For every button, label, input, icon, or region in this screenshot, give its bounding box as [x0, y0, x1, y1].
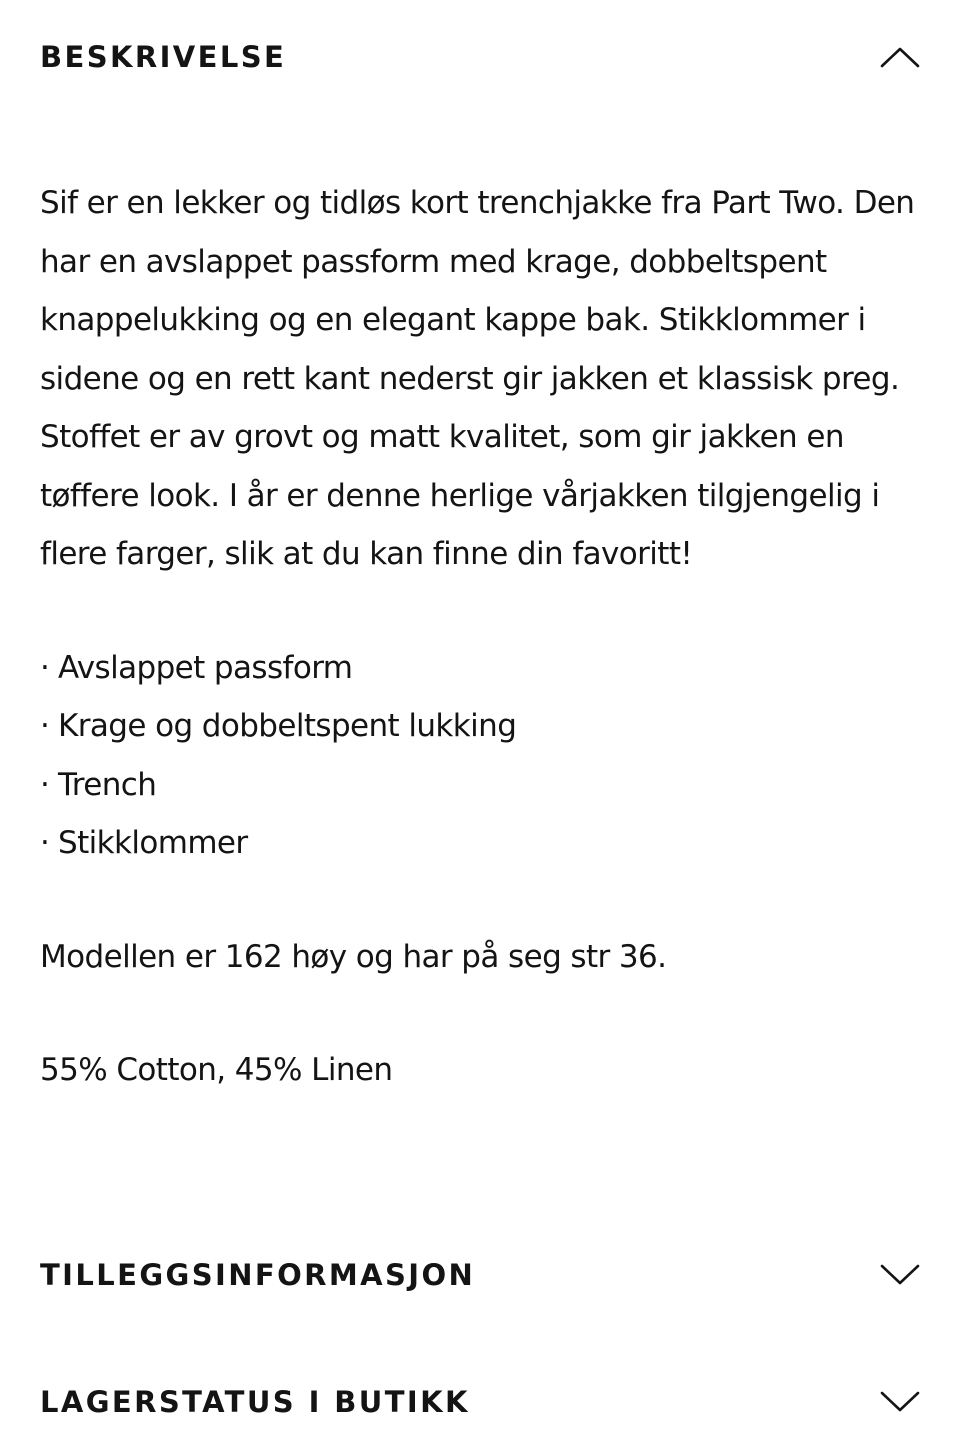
feature-label: Stikklommer — [58, 825, 248, 861]
feature-item — [40, 814, 920, 873]
bullet-icon: · — [40, 649, 50, 686]
accordion-header-description[interactable] — [40, 27, 920, 87]
model-info: Modellen er 162 høy og har på seg str 36. — [40, 938, 667, 975]
accordion-title-additional-info: TILLEGGSINFORMASJON — [40, 1258, 476, 1292]
feature-item — [40, 697, 920, 756]
material-info: 55% Cotton, 45% Linen — [40, 1052, 393, 1088]
bullet-icon: · — [40, 825, 50, 861]
chevron-down-icon[interactable] — [880, 1263, 920, 1287]
accordion-header-store-stock[interactable] — [40, 1372, 920, 1432]
chevron-up-icon[interactable] — [880, 45, 920, 69]
chevron-down-icon[interactable] — [880, 1390, 920, 1414]
bullet-icon: · — [40, 766, 50, 803]
spacer — [40, 873, 920, 928]
feature-list — [40, 639, 920, 873]
feature-label: Krage og dobbeltspent lukking — [58, 708, 517, 744]
feature-label: Avslappet passform — [58, 649, 353, 686]
description-content — [40, 174, 920, 1100]
accordion-header-additional-info[interactable] — [40, 1245, 920, 1305]
description-paragraph: Sif er en lekker og tidløs kort trenchjakke fra Part Two. Den har en avslappet passform med krage, dobbeltspent knappelukking og en elegant kappe bak. Stikklommer i sidene og en rett kant nederst gir jakken et klassisk preg. Stoffet er av grovt og matt kvalitet, som gir jakken en tøffere look. I år er denne herlige vårjakken tilgjengelig i flere farger, slik at du kan finne din favoritt! — [40, 185, 915, 572]
accordion-title-store-stock: LAGERSTATUS I BUTIKK — [40, 1385, 470, 1419]
accordion-title-description: BESKRIVELSE — [40, 40, 287, 74]
feature-item — [40, 756, 920, 815]
spacer — [40, 584, 920, 639]
feature-item — [40, 639, 920, 698]
bullet-icon: · — [40, 708, 50, 744]
spacer — [40, 986, 920, 1041]
feature-label: Trench — [58, 766, 157, 803]
